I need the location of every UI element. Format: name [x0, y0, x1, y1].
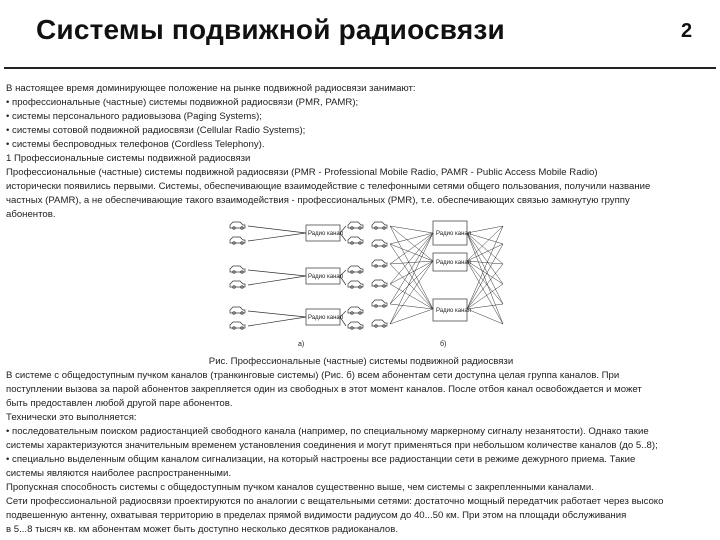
- car-icon: [348, 281, 363, 288]
- intro-line: частных (PAMR), а не обеспечивающие такого взаимодействия - профессиональных (PMR), т.е. обеспечивающих связью замкнутую группу: [6, 195, 630, 206]
- car-icon: [230, 281, 245, 288]
- body-line: • специально выделенным общим каналом сигнализации, на который настроены все радиостанции сети в режиме дежурного приема. Такие: [6, 454, 636, 465]
- car-icon: [348, 322, 363, 329]
- intro-text: [6, 82, 716, 222]
- car-icon: [230, 237, 245, 244]
- car-icon: [372, 222, 387, 229]
- channel-label: Радио канал: [436, 260, 472, 266]
- car-icon: [372, 300, 387, 307]
- body-line: В системе с общедоступным пучком каналов (транкинговые системы) (Рис. б) всем абонентам сети доступна целая группа каналов. При: [6, 370, 620, 381]
- body-text: [6, 355, 716, 537]
- body-line: • последовательным поиском радиостанцией свободного канала (например, по специальному маркерному сигналу незанятости). Однако такие: [6, 426, 649, 437]
- car-icon: [372, 280, 387, 287]
- body-line: системы являются наиболее распространенными.: [6, 468, 232, 479]
- car-icon: [230, 307, 245, 314]
- channel-label: Радио канал: [436, 231, 472, 237]
- intro-line: исторически появились первыми. Системы, обеспечивающие взаимодействие с телефонными сетями общего пользования, получили название: [6, 181, 651, 192]
- body-line: Сети профессиональной радиосвязи проектируются по аналогии с вещательными сетями: достаточно мощный передатчик работает через высоко: [6, 496, 664, 507]
- intro-line: абонентов.: [6, 209, 56, 220]
- intro-line: В настоящее время доминирующее положение на рынке подвижной радиосвязи занимают:: [6, 83, 416, 94]
- car-icon: [230, 222, 245, 229]
- channel-label: Радио канал: [308, 315, 344, 321]
- car-icon: [348, 237, 363, 244]
- body-line: Пропускная способность системы с общедоступным пучком каналов существенно выше, чем системы с закрепленными каналами.: [6, 482, 594, 493]
- channel-label: Радио канал: [436, 308, 472, 314]
- title-divider: [4, 67, 716, 69]
- car-icon: [372, 260, 387, 267]
- intro-line: • системы беспроводных телефонов (Cordless Telephony).: [6, 139, 265, 150]
- panel-b-label: б): [440, 341, 447, 348]
- intro-line: • системы сотовой подвижной радиосвязи (Cellular Radio Systems);: [6, 125, 306, 136]
- panel-a-label: а): [298, 341, 305, 348]
- body-line: системы характеризуются значительным временем установления соединения и могут применяться при небольшом количестве каналов (до 5..8);: [6, 440, 658, 451]
- radio-systems-figure: [228, 213, 528, 348]
- intro-line: • профессиональные (частные) системы подвижной радиосвязи (PMR, PAMR);: [6, 97, 359, 108]
- car-icon: [348, 266, 363, 273]
- slide-title: Системы подвижной радиосвязи: [36, 14, 505, 45]
- intro-line: • системы персонального радиовызова (Paging Systems);: [6, 111, 262, 122]
- body-line: в 5...8 тысяч кв. км абонентам может быть доступно несколько десятков радиоканалов.: [6, 524, 399, 535]
- figure-caption: Рис. Профессиональные (частные) системы подвижной радиосвязи: [208, 356, 514, 367]
- car-icon: [230, 266, 245, 273]
- car-icon: [372, 240, 387, 247]
- intro-line: Профессиональные (частные) системы подвижной радиосвязи (PMR - Professional Mobile Radio, PAMR - Public Access Mobile Radio): [6, 167, 598, 178]
- section-heading: 1 Профессиональные системы подвижной радиосвязи: [6, 153, 251, 164]
- channel-label: Радио канал: [308, 274, 344, 280]
- body-line: быть предоставлен любой другой паре абонентов.: [6, 398, 233, 409]
- page-number: 2: [681, 20, 693, 42]
- body-line: подвешенную антенну, охватывая территорию в пределах прямой видимости радиусом до 40...50 км. При этом на площади обслуживания: [6, 510, 627, 521]
- car-icon: [348, 307, 363, 314]
- channel-label: Радио канал: [308, 231, 344, 237]
- body-line: Технически это выполняется:: [6, 412, 137, 423]
- car-icon: [230, 322, 245, 329]
- body-line: поступлении вызова за парой абонентов закрепляется один из свободных в этот момент каналов. После отбоя канал освобождается и может: [6, 384, 642, 395]
- car-icon: [348, 222, 363, 229]
- car-icon: [372, 320, 387, 327]
